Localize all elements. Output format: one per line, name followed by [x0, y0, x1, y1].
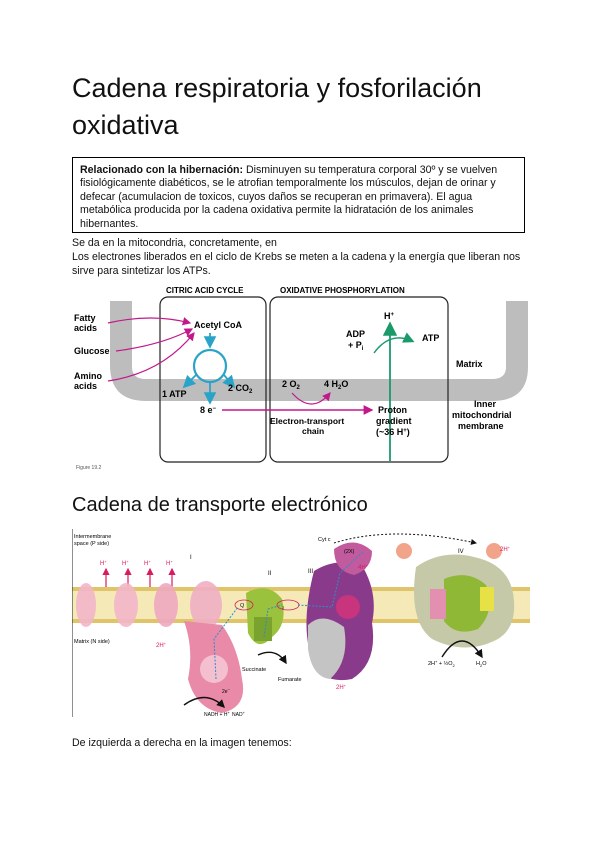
electrons-label: 8 e−: [200, 405, 217, 415]
ims-label-1: Intermembrane: [74, 534, 112, 540]
fatty-label: Fatty: [74, 313, 96, 323]
nadh-label: NADH + H+: [204, 710, 230, 717]
amino-label: Amino: [74, 371, 102, 381]
complex-iii-label: III: [308, 569, 314, 575]
ims-label-2: space (P side): [74, 541, 110, 547]
hplus-3: H+: [144, 559, 151, 567]
electron-transport-figure: [72, 529, 530, 717]
proton-label: Proton: [378, 405, 407, 415]
glucose-label: Glucose: [74, 346, 110, 356]
hplus-top: H+: [384, 311, 395, 321]
amino-acids-label: acids: [74, 381, 98, 391]
matrix-label: Matrix: [456, 359, 483, 369]
inner-label-2: mitochondrial: [452, 410, 512, 420]
atp-right-label: ATP: [422, 333, 440, 343]
etc-label-2: chain: [302, 426, 325, 436]
gradient-label: gradient: [376, 416, 412, 426]
adp-label: ADP: [346, 329, 366, 339]
succinate-label: Succinate: [242, 667, 267, 673]
pi-label: + $P_i$: [348, 340, 364, 352]
header-citric: CITRIC ACID CYCLE: [166, 286, 244, 295]
four-h-label: 4H+: [358, 563, 369, 571]
paragraph-location: Se da en la mitocondria, concretamente, en: [72, 237, 277, 249]
inner-label-1: Inner: [474, 399, 497, 409]
water-label: $H_2O$: [476, 661, 487, 668]
citric-cycle: [194, 350, 226, 382]
etc-label-1: Electron-transport: [270, 416, 345, 426]
cytc-label: Cyt c: [318, 537, 331, 543]
page-title: Cadena respiratoria y fosforilación oxidativa: [72, 73, 482, 140]
nad-label: NAD+: [232, 710, 245, 717]
oxygen-label: $2H^+ + \frac{1}{2}O_2$: [428, 659, 455, 668]
two-h-left-label: 2H+: [156, 641, 167, 649]
h2o-label: 4 $H_2O$: [324, 379, 349, 391]
two-e-top-label: (2X): [344, 549, 355, 555]
header-oxphos: OXIDATIVE PHOSPHORYLATION: [280, 286, 405, 295]
hplus-1: H+: [100, 559, 107, 567]
two-h-c3-label: 2H+: [336, 683, 347, 691]
paragraph-left-to-right: De izquierda a derecha en la imagen tenemos:: [72, 737, 292, 749]
complex-i-label: I: [190, 555, 192, 561]
hplus-4: H+: [166, 559, 173, 567]
atp-left-label: 1 ATP: [162, 389, 187, 399]
two-e-label: 2e−: [222, 687, 230, 695]
paragraph-electrons: Los electrones liberados en el ciclo de Krebs se meten a la cadena y la energía que liberan nos sirve para sintetizar los ATPs.: [72, 251, 521, 277]
fatty-acids-label: acids: [74, 323, 98, 333]
acetyl-coa-label: Acetyl CoA: [194, 320, 243, 330]
q-label: Q: [240, 603, 245, 609]
figure-caption: Figure 19.2: [76, 465, 102, 471]
section-heading: Cadena de transporte electrónico: [72, 494, 368, 516]
note-text: Disminuyen su temperatura corporal 30º y se vuelven fisiológicamente diabéticos, se le atrofian temporalmente los músculos, dejan de orinar y defecar (acumulacion de toxicos, cuyos daños se recuperan en primavera). El agua metabólica producida por la cadena oxidativa permite la hidratación de los animales hibernantes.: [80, 164, 498, 230]
inner-label-3: membrane: [458, 421, 504, 431]
note-label: Relacionado con la hibernación:: [80, 164, 244, 176]
hibernation-note-box: [72, 157, 525, 233]
cytochrome-c: [396, 543, 412, 559]
hplus-2: H+: [122, 559, 129, 567]
complex-ii-label: II: [268, 571, 272, 577]
two-h-c4-label: 2H+: [500, 545, 511, 553]
fumarate-label: Fumarate: [278, 677, 302, 683]
respiration-overview-figure: [72, 283, 528, 475]
o2-label: 2 $O_2$: [282, 379, 300, 391]
proton-count-label: (~36 H+): [376, 427, 410, 437]
co2-label: 2 $CO_2$: [228, 383, 253, 395]
qh2-label: 2: [282, 605, 285, 610]
complex-iv-label: IV: [458, 549, 464, 555]
matrix-label-2: Matrix (N side): [74, 639, 110, 645]
inner-membrane-shape: [110, 301, 528, 401]
